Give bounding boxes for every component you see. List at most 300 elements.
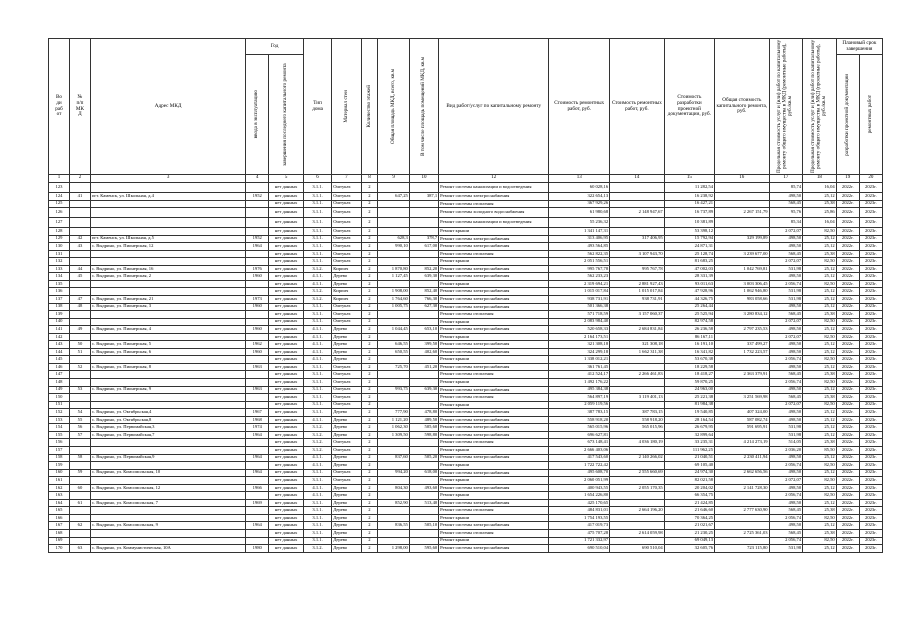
table-cell: 2023г.: [859, 218, 882, 228]
table-cell: 4.1.1.: [303, 492, 331, 500]
table-cell: 2023г.: [859, 446, 882, 454]
table-cell: 1964: [246, 431, 269, 439]
table-cell: 2022г.: [836, 446, 859, 454]
table-cell: 495 384,38: [549, 386, 610, 394]
table-cell: Ремонт системы отопления: [439, 439, 549, 447]
table-cell: 2022г.: [836, 183, 859, 193]
table-cell: нет данных: [269, 258, 304, 266]
table-cell: 1960: [246, 326, 269, 334]
table-cell: [409, 439, 438, 447]
table-cell: нет данных: [269, 394, 304, 402]
table-cell: 82,50: [803, 462, 837, 470]
table-cell: 836,55: [378, 522, 409, 530]
table-cell: 501 366,38: [549, 303, 610, 311]
table-cell: 3 157 060,37: [610, 311, 665, 319]
table-cell: нет данных: [269, 477, 304, 485]
table-cell: 82,50: [803, 401, 837, 409]
header-wall-material: Материал стен: [332, 39, 361, 175]
table-cell: [610, 183, 665, 193]
column-number: 15: [664, 175, 714, 183]
column-number: 16: [715, 175, 770, 183]
table-cell: 628,3: [378, 235, 409, 243]
table-cell: Дерево: [332, 507, 361, 515]
table-cell: [715, 273, 770, 281]
table-cell: [409, 477, 438, 485]
table-cell: с. Выдрино, ул. Пионерская, 9: [90, 386, 245, 394]
table-cell: 2022г.: [836, 545, 859, 553]
table-cell: 25,86: [803, 208, 837, 218]
table-cell: 2: [361, 484, 378, 492]
table-cell: 95,76: [769, 208, 803, 218]
table-cell: Дерево: [332, 326, 361, 334]
table-cell: Ремонт системы электроснабжения: [439, 522, 549, 530]
table-cell: 2023г.: [859, 499, 882, 507]
table-cell: 2022г.: [836, 228, 859, 236]
table-cell: Ремонт системы канализации и водоотведения: [439, 183, 549, 193]
table-cell: с. Выдрино, ул. Комсомольская, 10: [90, 469, 245, 477]
table-row: [49, 296, 883, 304]
table-cell: 2: [361, 394, 378, 402]
table-cell: 82,50: [803, 333, 837, 341]
table-cell: [715, 318, 770, 326]
table-cell: 2: [361, 431, 378, 439]
table-cell: 2023г.: [859, 250, 882, 258]
table-cell: [69, 280, 90, 288]
table-cell: 25,38: [803, 311, 837, 319]
table-cell: Ремонт системы электроснабжения: [439, 235, 549, 243]
table-cell: Ремонт крыши: [439, 514, 549, 522]
table-cell: 146: [49, 363, 70, 371]
table-cell: 153: [49, 416, 70, 424]
table-cell: 2023г.: [859, 333, 882, 341]
table-cell: [409, 333, 438, 341]
table-cell: 387 783,15: [610, 409, 665, 417]
table-row: [49, 409, 883, 417]
table-row: [49, 348, 883, 356]
table-cell: 32 899,64: [664, 431, 714, 439]
table-cell: [715, 228, 770, 236]
table-cell: 2: [361, 409, 378, 417]
table-cell: [409, 250, 438, 258]
table-cell: Оштукат.: [332, 477, 361, 485]
table-cell: 2022г.: [836, 348, 859, 356]
table-cell: нет данных: [269, 499, 304, 507]
table-cell: 1 870,80: [378, 265, 409, 273]
table-row: [49, 394, 883, 402]
table-cell: [409, 537, 438, 545]
table-cell: [715, 522, 770, 530]
table-cell: 2: [361, 183, 378, 193]
table-cell: 2023г.: [859, 537, 882, 545]
table-cell: 82,50: [803, 258, 837, 266]
table-cell: 587 082,74: [715, 416, 770, 424]
table-cell: 2023г.: [859, 318, 882, 326]
header-commission-year: ввода в эксплуатацию: [246, 55, 269, 175]
table-cell: Ремонт крыши: [439, 446, 549, 454]
table-cell: Оштукат.: [332, 318, 361, 326]
table-cell: 25,12: [803, 484, 837, 492]
table-cell: [715, 200, 770, 208]
table-cell: с. Выдрино, ул. Октябрьская,8: [90, 416, 245, 424]
table-cell: 1 042 769,81: [715, 265, 770, 273]
table-cell: 25,12: [803, 303, 837, 311]
table-cell: 3 251 569,98: [715, 394, 770, 402]
table-cell: 478,80: [409, 409, 438, 417]
table-cell: нет данных: [269, 484, 304, 492]
table-cell: 2 797 235,53: [715, 326, 770, 334]
table-cell: 21 646,60: [664, 507, 714, 515]
table-cell: 2: [361, 371, 378, 379]
table-cell: 3.1.1.: [303, 243, 331, 251]
table-cell: 135: [49, 280, 70, 288]
table-cell: нет данных: [269, 492, 304, 500]
table-cell: Оштукат.: [332, 193, 361, 201]
table-cell: нет данных: [269, 311, 304, 319]
table-cell: с. Выдрино, ул. Пионерская, 3: [90, 303, 245, 311]
table-cell: 498,50: [769, 363, 803, 371]
table-cell: 145: [49, 356, 70, 364]
table-cell: Ремонт системы электроснабжения: [439, 454, 549, 462]
table-cell: 1960: [246, 273, 269, 281]
table-cell: 321 308,18: [549, 341, 610, 349]
table-cell: 673 148,41: [549, 439, 610, 447]
table-cell: 498,50: [769, 416, 803, 424]
table-row: [49, 303, 883, 311]
table-cell: Дерево: [332, 431, 361, 439]
table-cell: 3.1.2.: [303, 545, 331, 553]
table-cell: 82 021,58: [664, 477, 714, 485]
table-cell: Ремонт крыши: [439, 280, 549, 288]
table-cell: нет данных: [269, 273, 304, 281]
header-house-type: Тип дома: [303, 39, 331, 175]
table-cell: Дерево: [332, 409, 361, 417]
table-cell: 425 170,65: [549, 499, 610, 507]
table-cell: [409, 218, 438, 228]
table-cell: 777,90: [378, 409, 409, 417]
table-cell: 2023г.: [859, 235, 882, 243]
table-row: [49, 318, 883, 326]
table-row: [49, 371, 883, 379]
table-cell: нет данных: [269, 250, 304, 258]
header-limit-design: Предельная стоимость услуг и (или) работ по капитальному ремонту общего имущества в МКД (проектные работы), руб./кв.м: [803, 39, 837, 175]
table-cell: 82,50: [803, 379, 837, 387]
column-number: 6: [303, 175, 331, 183]
table-cell: 4 036 180,19: [610, 439, 665, 447]
table-cell: Ремонт системы электроснабжения: [439, 431, 549, 439]
table-cell: 3.1.2.: [303, 424, 331, 432]
table-cell: 1 309,50: [378, 431, 409, 439]
table-cell: с. Выдрино, ул. Пионерская, 5: [90, 341, 245, 349]
table-cell: Ремонт системы отопления: [439, 394, 549, 402]
table-row: [49, 379, 883, 387]
table-cell: 147: [49, 371, 70, 379]
table-cell: Ремонт системы электроснабжения: [439, 296, 549, 304]
table-cell: [246, 250, 269, 258]
table-cell: 2022г.: [836, 462, 859, 470]
column-number: 3: [90, 175, 245, 183]
table-cell: Ремонт системы электроснабжения: [439, 499, 549, 507]
table-cell: Оштукат.: [332, 386, 361, 394]
table-row: [49, 333, 883, 341]
table-cell: [378, 446, 409, 454]
table-row: [49, 326, 883, 334]
table-cell: Оштукат.: [332, 258, 361, 266]
table-cell: 565 015,96: [549, 424, 610, 432]
table-cell: 148: [49, 379, 70, 387]
table-cell: 2 614 059,98: [610, 529, 665, 537]
table-cell: с. Выдрино, ул. Комсомольская, 9: [90, 522, 245, 530]
table-cell: 565 015,96: [610, 424, 665, 432]
table-cell: 399,50: [409, 341, 438, 349]
table-cell: [90, 356, 245, 364]
table-cell: 62: [69, 522, 90, 530]
table-cell: [715, 431, 770, 439]
table-cell: 531,98: [769, 424, 803, 432]
table-cell: 137: [49, 296, 70, 304]
table-cell: пгт. Каменск, ул. Школьная, д.4: [90, 193, 245, 201]
table-cell: 2: [361, 288, 378, 296]
table-cell: нет данных: [269, 409, 304, 417]
table-cell: [378, 228, 409, 236]
table-cell: 2: [361, 303, 378, 311]
table-cell: 25,38: [803, 507, 837, 515]
table-cell: 852,20: [409, 265, 438, 273]
table-row: [49, 484, 883, 492]
table-cell: 2 072,07: [769, 401, 803, 409]
table-cell: [409, 258, 438, 266]
table-cell: 1963: [246, 363, 269, 371]
table-cell: Дерево: [332, 356, 361, 364]
table-cell: [246, 183, 269, 193]
table-cell: 2022г.: [836, 303, 859, 311]
table-cell: 2022г.: [836, 273, 859, 281]
table-cell: 48: [69, 303, 90, 311]
table-cell: 3 003 306,45: [715, 280, 770, 288]
table-cell: Ремонт системы отопления: [439, 200, 549, 208]
table-cell: 25,12: [803, 341, 837, 349]
table-cell: 3.1.1.: [303, 469, 331, 477]
table-cell: 1 062,30: [378, 424, 409, 432]
table-cell: 1967: [246, 409, 269, 417]
table-cell: 2: [361, 454, 378, 462]
table-cell: 25,12: [803, 348, 837, 356]
table-cell: 25,12: [803, 265, 837, 273]
table-cell: 498,50: [769, 193, 803, 201]
table-cell: 123: [49, 183, 70, 193]
table-cell: 2: [361, 228, 378, 236]
table-cell: 2022г.: [836, 439, 859, 447]
table-cell: 2 072,07: [769, 258, 803, 266]
table-cell: 3.1.1.: [303, 303, 331, 311]
table-cell: 25,12: [803, 326, 837, 334]
table-cell: 498,50: [769, 273, 803, 281]
table-cell: 60: [69, 484, 90, 492]
table-row: [49, 431, 883, 439]
table-cell: 50: [69, 341, 90, 349]
table-cell: 2 056,74: [769, 537, 803, 545]
table-cell: 498,50: [769, 454, 803, 462]
table-cell: 837,60: [378, 454, 409, 462]
table-cell: [378, 537, 409, 545]
table-cell: 167: [49, 522, 70, 530]
table-cell: 164: [49, 499, 70, 507]
table-row: [49, 446, 883, 454]
table-cell: 1 338 012,21: [549, 356, 610, 364]
table-cell: 25,12: [803, 469, 837, 477]
table-cell: 26 236,58: [664, 326, 714, 334]
table-cell: 1 722 722,42: [549, 462, 610, 470]
table-row: [49, 499, 883, 507]
table-cell: [69, 208, 90, 218]
table-cell: Оштукат.: [332, 439, 361, 447]
table-cell: 1 044,45: [378, 326, 409, 334]
column-number: 14: [610, 175, 665, 183]
table-cell: Оштукат.: [332, 379, 361, 387]
table-cell: нет данных: [269, 326, 304, 334]
table-cell: Ремонт крыши: [439, 318, 549, 326]
table-cell: [90, 401, 245, 409]
table-cell: нет данных: [269, 416, 304, 424]
table-cell: [409, 200, 438, 208]
table-cell: [715, 183, 770, 193]
table-cell: 495 608,70: [549, 469, 610, 477]
table-cell: 25,38: [803, 200, 837, 208]
table-cell: Оштукат.: [332, 446, 361, 454]
table-cell: 3.1.1.: [303, 409, 331, 417]
table-cell: [715, 386, 770, 394]
table-cell: 766,30: [409, 296, 438, 304]
table-cell: Ремонт системы электроснабжения: [439, 409, 549, 417]
table-cell: 156: [49, 439, 70, 447]
table-cell: Кирпич: [332, 296, 361, 304]
table-cell: с. Выдрино, ул. Пионерская, 21: [90, 296, 245, 304]
table-cell: нет данных: [269, 371, 304, 379]
table-cell: 2023г.: [859, 311, 882, 319]
table-cell: 3.1.2.: [303, 296, 331, 304]
table-cell: [90, 318, 245, 326]
table-cell: 2023г.: [859, 439, 882, 447]
column-number: 17: [769, 175, 803, 183]
table-cell: [378, 333, 409, 341]
table-cell: [246, 333, 269, 341]
table-cell: 132: [49, 258, 70, 266]
table-cell: 568,45: [769, 200, 803, 208]
table-row: [49, 529, 883, 537]
table-cell: [715, 243, 770, 251]
table-cell: 18 418,27: [664, 371, 714, 379]
table-cell: 498,50: [769, 386, 803, 394]
table-cell: 25 128,74: [664, 250, 714, 258]
table-cell: 3.1.1.: [303, 522, 331, 530]
table-cell: 3.1.1.: [303, 514, 331, 522]
header-repair-cost-total: Стоимость ремонтных работ, руб.: [610, 39, 665, 175]
table-cell: [90, 280, 245, 288]
table-cell: 63: [69, 545, 90, 553]
table-cell: нет данных: [269, 303, 304, 311]
table-cell: 2: [361, 386, 378, 394]
table-cell: [246, 208, 269, 218]
table-cell: [246, 514, 269, 522]
table-cell: нет данных: [269, 446, 304, 454]
header-plan-group: Плановый срок завершения: [836, 39, 882, 55]
table-cell: Оштукат.: [332, 235, 361, 243]
table-cell: Дерево: [332, 273, 361, 281]
table-cell: 2 056,74: [769, 379, 803, 387]
table-cell: Ремонт крыши: [439, 492, 549, 500]
table-cell: 520 658,33: [549, 326, 610, 334]
table-cell: 163: [49, 492, 70, 500]
table-cell: [90, 514, 245, 522]
table-cell: 2 363 379,91: [715, 371, 770, 379]
table-cell: нет данных: [269, 469, 304, 477]
table-cell: 2023г.: [859, 386, 882, 394]
table-cell: [69, 218, 90, 228]
table-cell: [610, 401, 665, 409]
table-cell: 3.1.1.: [303, 258, 331, 266]
table-cell: 111 962,25: [664, 446, 714, 454]
table-cell: 2023г.: [859, 280, 882, 288]
table-cell: 505,10: [409, 522, 438, 530]
table-cell: 1952: [246, 235, 269, 243]
table-cell: 18 229,58: [664, 363, 714, 371]
table-cell: 86 167,11: [664, 333, 714, 341]
table-cell: [378, 507, 409, 515]
table-cell: 152: [49, 409, 70, 417]
table-cell: 2: [361, 507, 378, 515]
table-cell: 25 525,94: [664, 311, 714, 319]
table-cell: 70 364,25: [664, 514, 714, 522]
table-cell: 696 627,81: [549, 431, 610, 439]
table-cell: 25,38: [803, 439, 837, 447]
table-row: [49, 492, 883, 500]
repair-plan-table: [48, 38, 883, 553]
table-cell: 1973: [246, 296, 269, 304]
table-cell: 2022г.: [836, 469, 859, 477]
table-cell: 407 324,00: [715, 409, 770, 417]
table-cell: 82,50: [803, 356, 837, 364]
table-cell: [69, 258, 90, 266]
table-cell: 2: [361, 424, 378, 432]
table-cell: 2 056,74: [769, 462, 803, 470]
table-cell: 498,50: [769, 243, 803, 251]
table-cell: Оштукат.: [332, 394, 361, 402]
table-cell: с. Выдрино, ул. Первомайская,9: [90, 454, 245, 462]
table-cell: 2022г.: [836, 265, 859, 273]
table-cell: 2023г.: [859, 545, 882, 553]
table-cell: 1963: [246, 386, 269, 394]
table-cell: 627,30: [409, 303, 438, 311]
table-cell: 2022г.: [836, 218, 859, 228]
table-cell: 53: [69, 386, 90, 394]
table-cell: [610, 363, 665, 371]
table-cell: 2: [361, 499, 378, 507]
table-cell: 82,50: [803, 280, 837, 288]
table-cell: [69, 446, 90, 454]
table-cell: 149: [49, 386, 70, 394]
table-cell: 723 115,80: [715, 545, 770, 553]
table-cell: 25,12: [803, 522, 837, 530]
table-row: [49, 341, 883, 349]
table-cell: 2: [361, 326, 378, 334]
table-cell: с. Выдрино, ул. Первомайская,3: [90, 424, 245, 432]
table-cell: 2023г.: [859, 394, 882, 402]
table-cell: 2022г.: [836, 394, 859, 402]
table-cell: 25 264,44: [664, 303, 714, 311]
table-cell: 53 670,38: [664, 356, 714, 364]
table-cell: с. Выдрино, ул. Пионерская, 8: [90, 363, 245, 371]
table-cell: Ремонт крыши: [439, 356, 549, 364]
table-cell: 61: [69, 499, 90, 507]
